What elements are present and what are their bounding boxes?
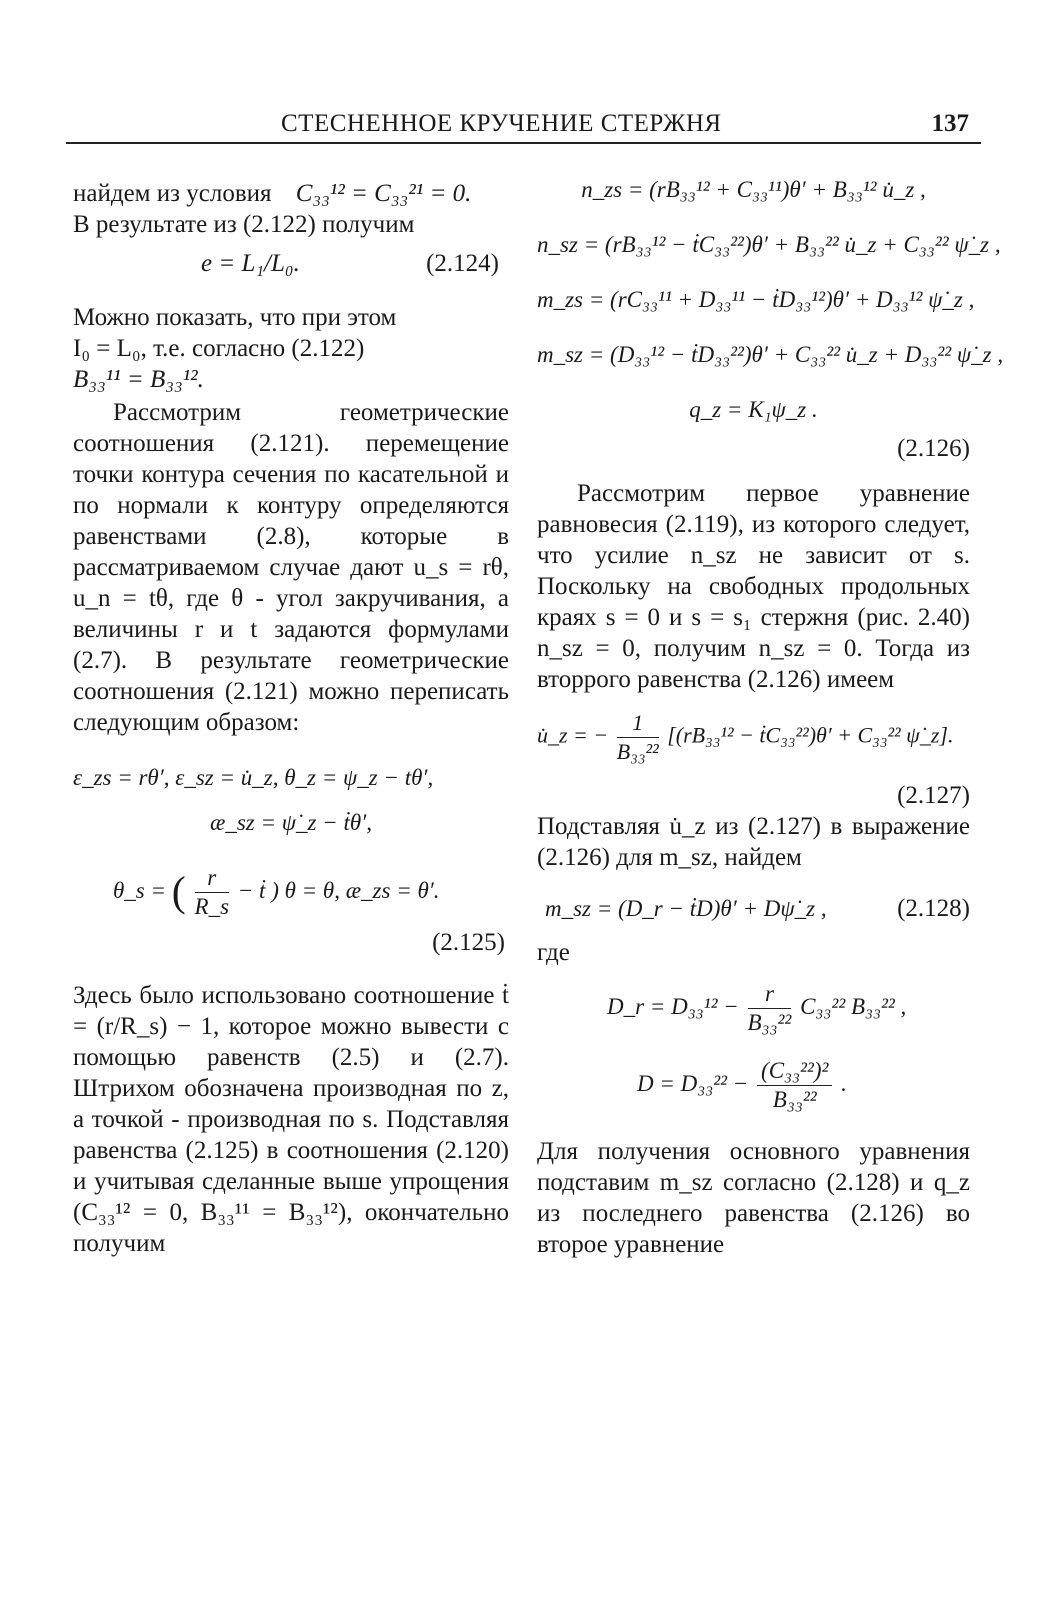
equation-2-126-line2: n_sz = (rB₃₃¹² − ṫC₃₃²²)θ′ + B₃₃²² u̇_z + C₃₃²² ψ̇_z , <box>537 232 1001 257</box>
uz-rhs: [(rB₃₃¹² − ṫC₃₃²²)θ′ + C₃₃²² ψ̇_z]. <box>667 722 954 748</box>
paragraph-show <box>73 302 509 395</box>
paragraph-result: В результате из (2.122) получим <box>73 211 415 238</box>
paragraph-show-line3: B₃₃¹¹ = B₃₃¹². <box>73 366 204 393</box>
uz-lhs: u̇_z = − <box>537 722 609 748</box>
equation-D <box>537 1057 970 1114</box>
running-header <box>66 106 981 144</box>
equation-2-128 <box>537 893 970 927</box>
fraction-numerator: 1 <box>617 709 659 738</box>
paragraph-first-equation: Рассмотрим первое уравнение равновесия (2.119), из которого следует, что усилие n_sz не зависит от s. Поскольку на свободных продольных краях s = 0 и s = s₁ стержня (рис. 2.40) n_sz = 0, получим n_sz = 0. Тогда из вторрого равенства (2.126) имеем <box>537 480 970 693</box>
paragraph-show-line2: I₀ = L₀, т.е. согласно (2.122) <box>73 335 365 362</box>
equation-block-2-125 <box>73 762 509 958</box>
equation-2-124-math: e = L₁/L₀. <box>201 250 300 277</box>
equation-number-2-125: (2.125) <box>432 929 505 956</box>
equation-2-126-line3: m_zs = (rC₃₃¹¹ + D₃₃¹¹ − ṫD₃₃¹²)θ′ + D₃₃¹² ψ̇_z , <box>537 287 975 312</box>
paragraph-condition <box>73 178 509 209</box>
Dr-lhs: D_r = D₃₃¹² − <box>607 993 739 1019</box>
page-number: 137 <box>931 110 969 137</box>
theta-s-rhs: − ṫ ) θ = θ, æ_zs = θ′. <box>237 877 440 903</box>
fraction-r-over-Rs <box>195 864 230 921</box>
right-column <box>537 170 1004 1260</box>
equation-2-126-line1: n_zs = (rB₃₃¹² + C₃₃¹¹)θ′ + B₃₃¹² u̇_z , <box>581 177 926 202</box>
equation-block-2-127 <box>537 709 970 811</box>
equation-number-2-124: (2.124) <box>426 250 499 277</box>
fraction-denominator: B₃₃²² <box>772 1087 817 1112</box>
paragraph-show-line1: Можно показать, что при этом <box>73 304 397 331</box>
equation-number-2-127: (2.127) <box>897 782 970 809</box>
paragraph-where: где <box>537 939 570 966</box>
equation-2-128-math: m_sz = (D_r − ṫD)θ′ + Dψ̇_z , <box>545 896 827 921</box>
fraction-denominator: B₃₃²² <box>747 1010 792 1035</box>
left-column <box>73 170 509 1259</box>
theta-s-lhs: θ_s = <box>113 877 167 903</box>
paragraph-substituting: Подставляя u̇_z из (2.127) в выражение (2.126) для m_sz, найдем <box>537 813 970 871</box>
equation-number-2-128: (2.128) <box>897 895 970 922</box>
equation-condition: C₃₃¹² = C₃₃²¹ = 0. <box>295 180 472 207</box>
fraction-numerator: r <box>195 864 230 893</box>
fraction-numerator: (C₃₃²²)² <box>757 1057 832 1086</box>
text: найдем из условия <box>73 180 272 207</box>
equation-2-126-line5: q_z = K₁ψ_z . <box>689 397 818 422</box>
running-header-title: СТЕСНЕННОЕ КРУЧЕНИЕ СТЕРЖНЯ <box>281 110 722 137</box>
equation-number-2-126: (2.126) <box>897 435 970 462</box>
fraction-denominator: R_s <box>194 894 230 919</box>
paragraph-main-equation: Для получения основного уравнения подставим m_sz согласно (2.128) и q_z из последнего равенства (2.126) во второе уравнение <box>537 1138 970 1258</box>
fraction-denominator: B₃₃²² <box>616 739 659 764</box>
D-rhs: . <box>841 1070 847 1096</box>
equation-2-125-line3 <box>73 864 509 921</box>
equation-2-124 <box>73 248 509 284</box>
equation-2-127 <box>537 709 970 766</box>
equation-2-125-line1: ε_zs = rθ′, ε_sz = u̇_z, θ_z = ψ_z − tθ′, <box>73 765 434 790</box>
equation-2-125-line2: æ_sz = ψ̇_z − ṫθ′, <box>210 810 372 835</box>
fraction-r-over-B <box>748 980 792 1037</box>
paren-open: ( <box>171 869 186 916</box>
fraction-1-over-B <box>617 709 659 766</box>
equation-2-126-line4: m_sz = (D₃₃¹² − ṫD₃₃²²)θ′ + C₃₃²² u̇_z + D₃₃²² ψ̇_z , <box>537 342 1004 367</box>
equation-block-2-126 <box>537 174 1004 464</box>
fraction-C-squared-over-B <box>757 1057 832 1114</box>
fraction-numerator: r <box>748 980 792 1009</box>
Dr-rhs: C₃₃²² B₃₃²² , <box>800 993 907 1019</box>
paragraph-here-used: Здесь было использовано соотношение ṫ = (r/R_s) − 1, которое можно вывести с помощью равенств (2.5) и (2.7). Штрихом обозначена производная по z, а точкой - производная по s. Подставляя равенства (2.125) в соотношения (2.120) и учитывая сделанные выше упрощения (C₃₃¹² = 0, B₃₃¹¹ = B₃₃¹²), окончательно получим <box>73 982 509 1257</box>
paragraph-geometric: Рассмотрим геометрические соотношения (2.121). перемещение точки контура сечения по касательной и по нормали к контуру определяются равенствами (2.8), которые в рассматриваемом случае дают u_s = rθ, u_n = tθ, где θ - угол закручивания, а величины r и t задаются формулами (2.7). В результате геометрические соотношения (2.121) можно переписать следующим образом: <box>73 399 509 736</box>
D-lhs: D = D₃₃²² − <box>637 1070 749 1096</box>
equation-Dr <box>537 980 970 1037</box>
